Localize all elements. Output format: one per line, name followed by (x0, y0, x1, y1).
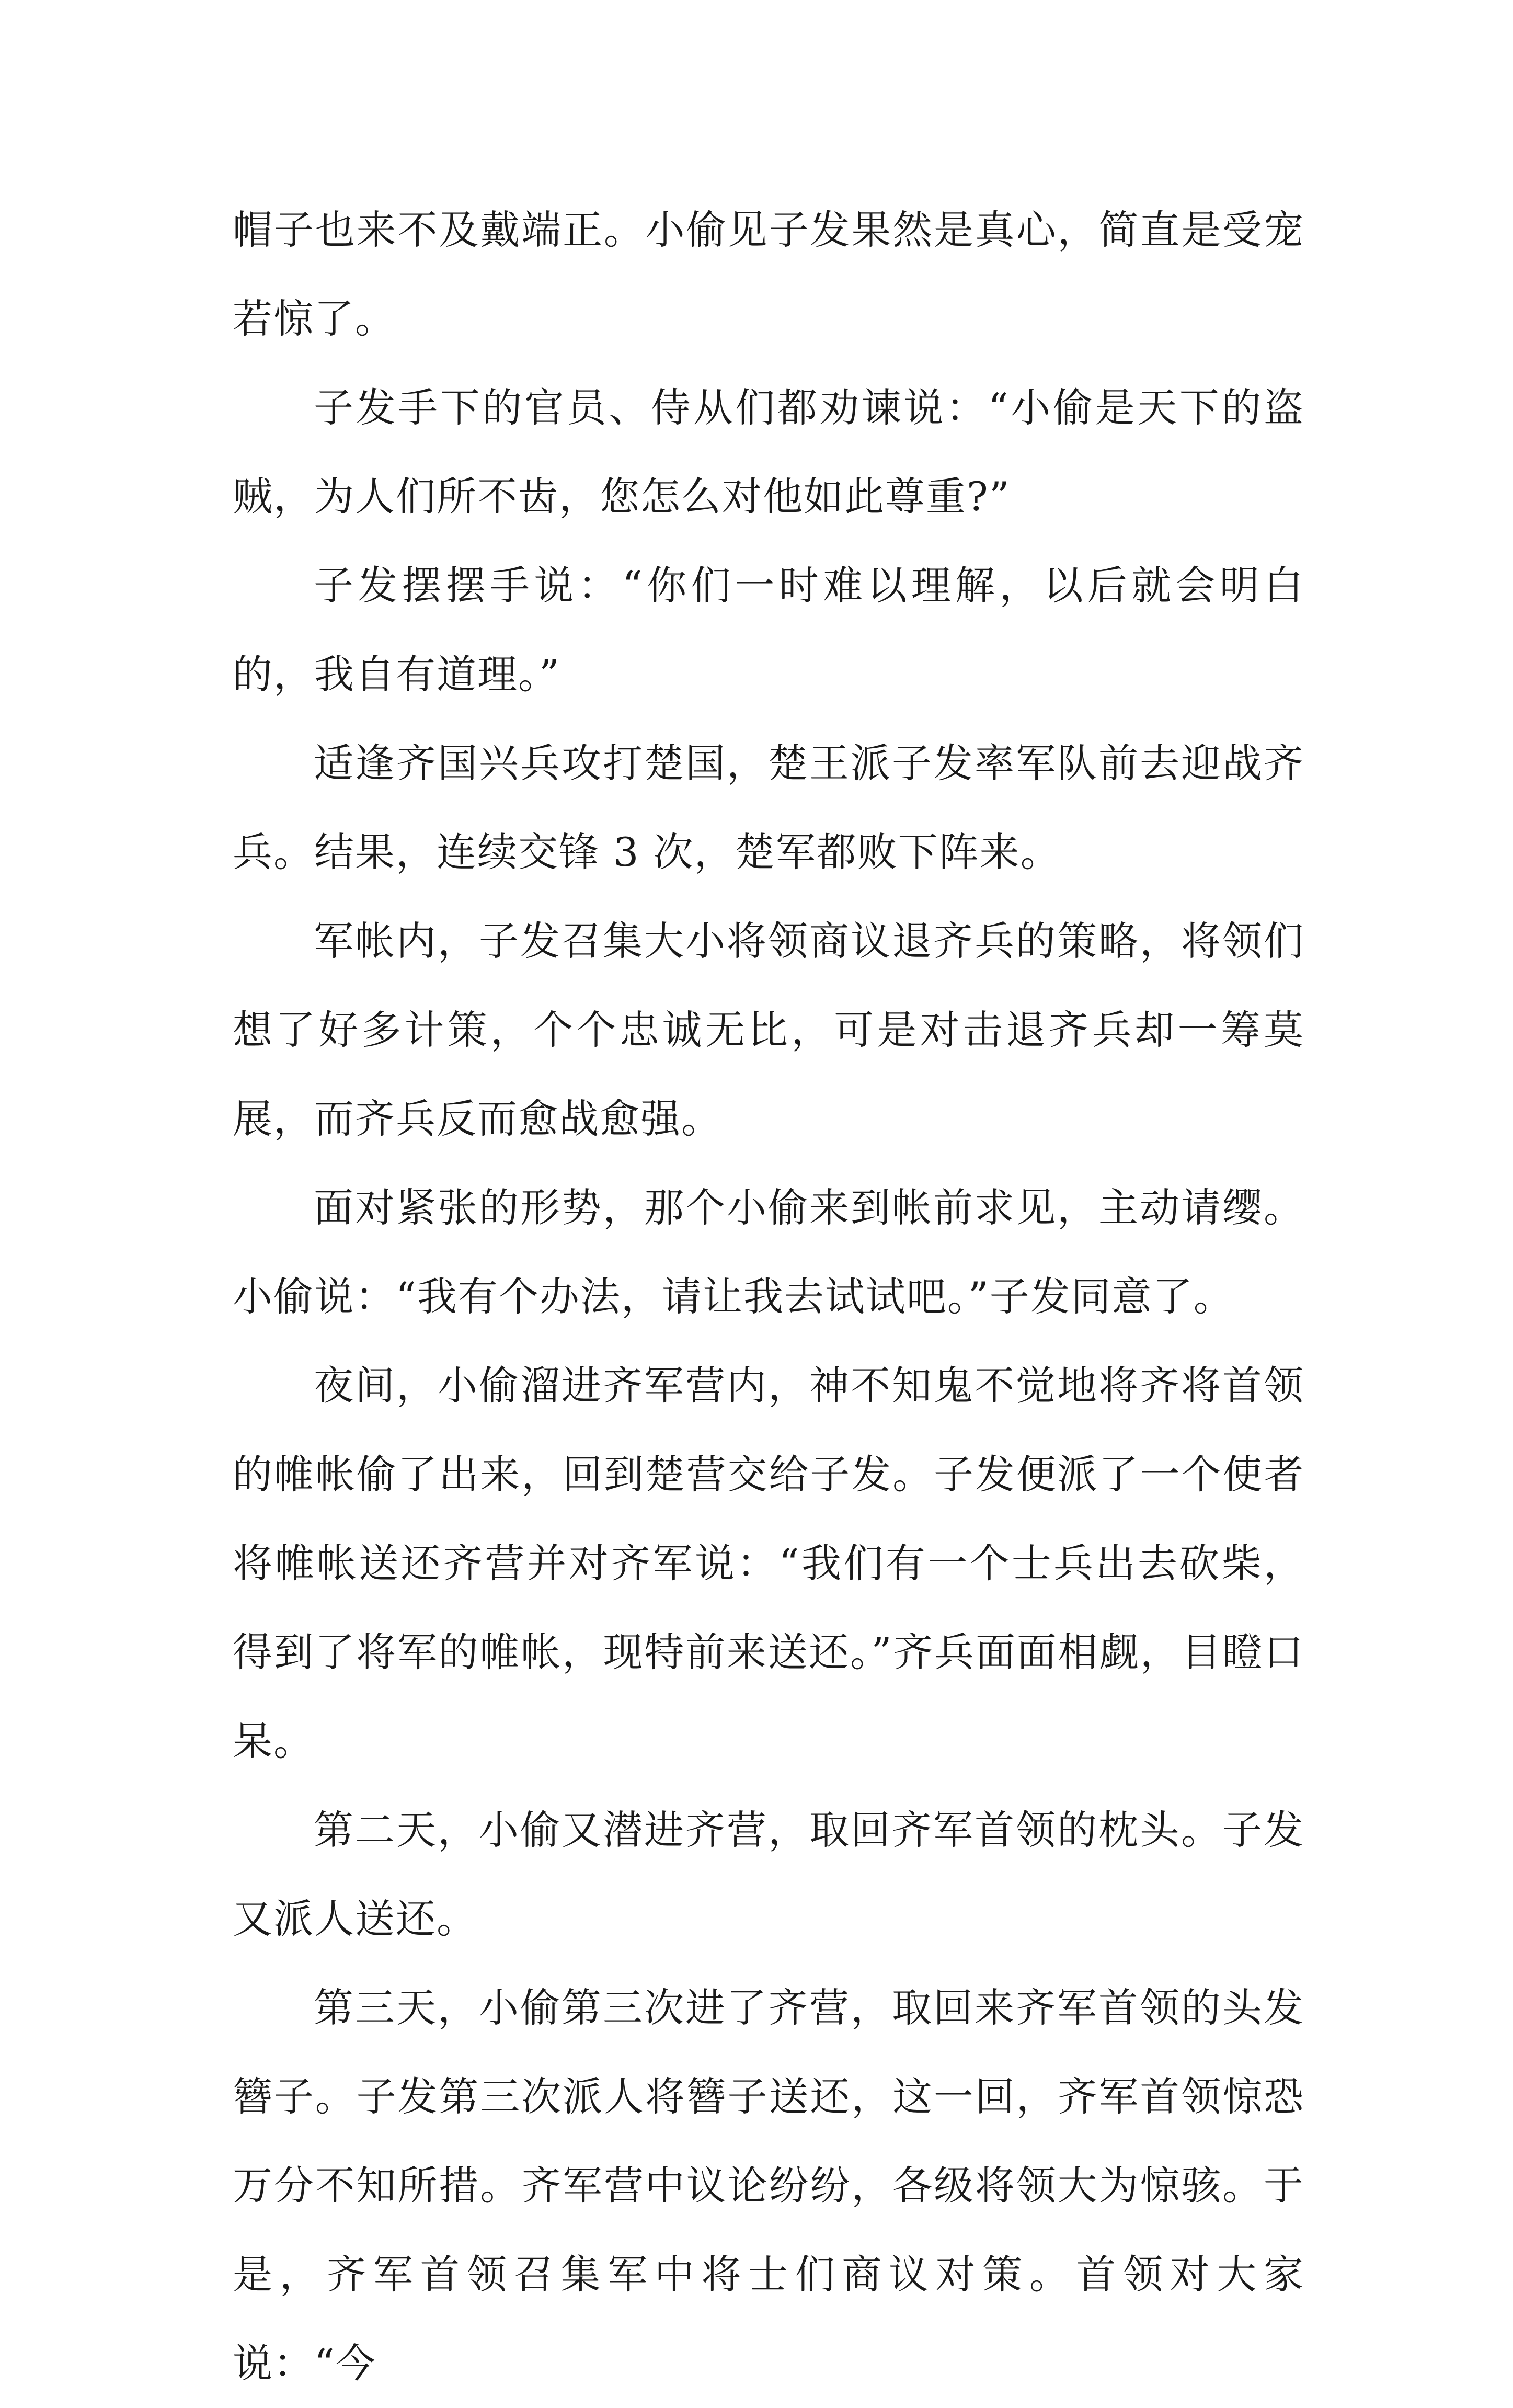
paragraph-2: 子发手下的官员、侍从们都劝谏说：“小偷是天下的盗贼，为人们所不齿，您怎么对他如此尊重?” (233, 384, 1304, 520)
paragraph-6: 面对紧张的形势，那个小偷来到帐前求见，主动请缨。小偷说：“我有个办法，请让我去试试吧。”子发同意了。 (233, 1184, 1304, 1320)
paragraph-3: 子发摆摆手说：“你们一时难以理解，以后就会明白的，我自有道理。” (233, 562, 1304, 698)
paragraph-8: 第二天，小偷又潜进齐营，取回齐军首领的枕头。子发又派人送还。 (233, 1807, 1304, 1942)
paragraph-1: 帽子也来不及戴端正。小偷见子发果然是真心，简直是受宠若惊了。 (233, 207, 1304, 342)
paragraph-7: 夜间，小偷溜进齐军营内，神不知鬼不觉地将齐将首领的帷帐偷了出来，回到楚营交给子发。子发便派了一个使者将帷帐送还齐营并对齐军说：“我们有一个士兵出去砍柴，得到了将军的帷帐，现特前来送还。”齐兵面面相觑，目瞪口呆。 (233, 1362, 1304, 1764)
paragraph-9: 第三天，小偷第三次进了齐营，取回来齐军首领的头发簪子。子发第三次派人将簪子送还，这一回，齐军首领惊恐万分不知所措。齐军营中议论纷纷，各级将领大为惊骇。于是，齐军首领召集军中将士们商议对策。首领对大家说：“今 (233, 1984, 1304, 2387)
paragraph-4: 适逢齐国兴兵攻打楚国，楚王派子发率军队前去迎战齐兵。结果，连续交锋 3 次，楚军都败下阵来。 (233, 740, 1304, 875)
paragraph-5: 军帐内，子发召集大小将领商议退齐兵的策略，将领们想了好多计策，个个忠诚无比，可是对击退齐兵却一筹莫展，而齐兵反而愈战愈强。 (233, 918, 1304, 1142)
body-text (233, 186, 1304, 2408)
